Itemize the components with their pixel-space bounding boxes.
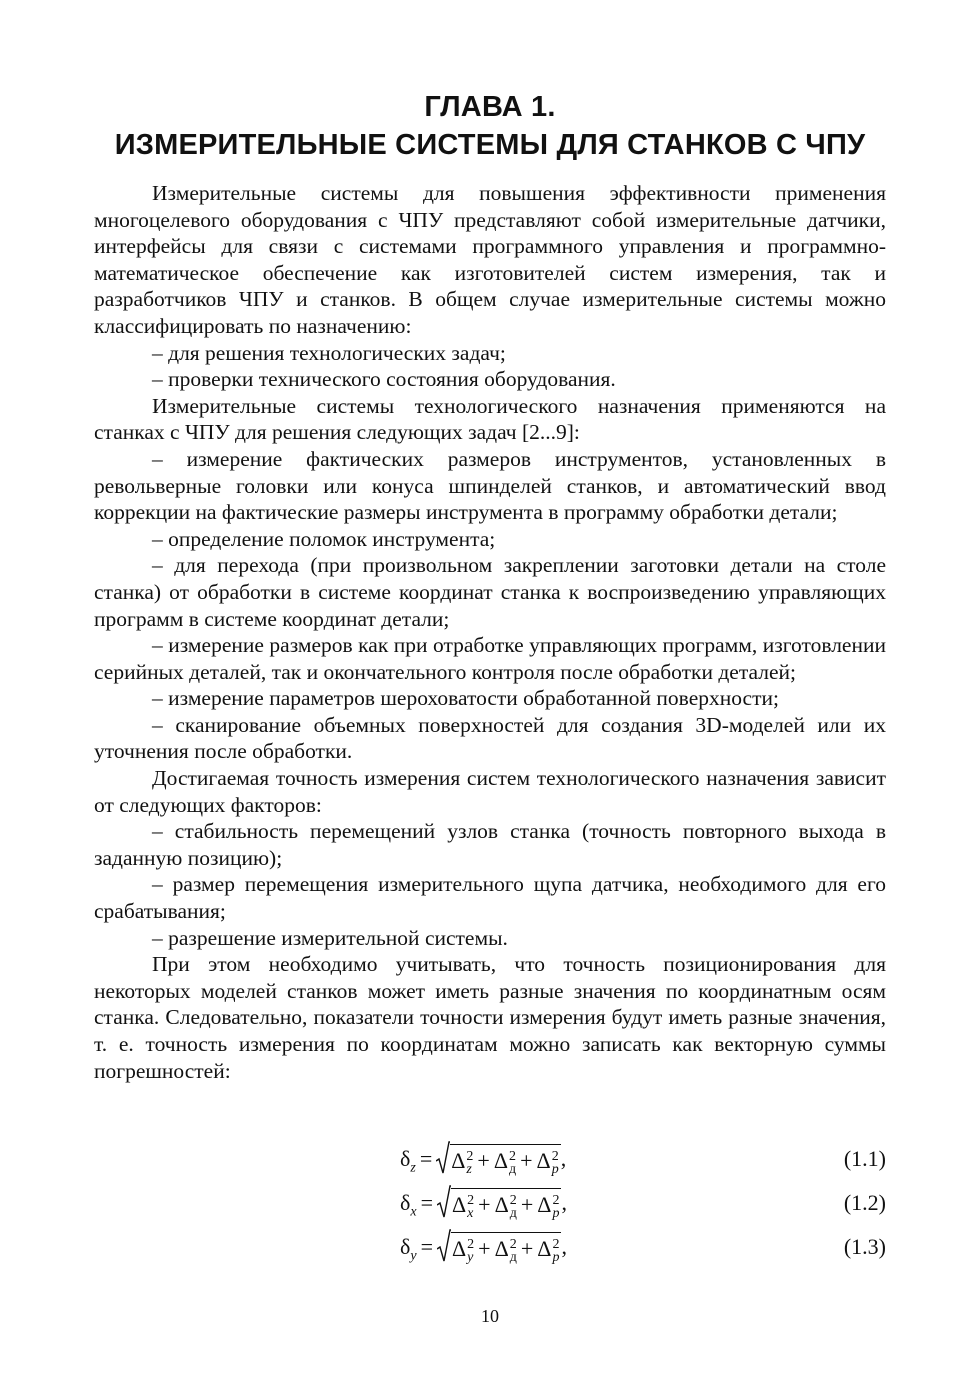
exponent-index bbox=[467, 1194, 474, 1220]
formula-term bbox=[494, 1236, 517, 1265]
formula-term bbox=[452, 1236, 475, 1265]
list-item: – для решения технологических задач; bbox=[152, 340, 506, 365]
formula-term bbox=[494, 1192, 517, 1221]
exponent: 2 bbox=[552, 1192, 560, 1208]
radical-sign-icon bbox=[437, 1185, 451, 1219]
delta-symbol: δ bbox=[400, 1146, 411, 1171]
square-root bbox=[437, 1183, 561, 1225]
index: д bbox=[508, 1161, 517, 1177]
formula-row bbox=[94, 1227, 886, 1271]
formula-row bbox=[94, 1183, 886, 1227]
list-item: – измерение размеров как при отработке управляющих программ, изготовлении серийных деталей, так и окончательного контроля после обработки деталей; bbox=[94, 633, 886, 684]
exponent-index bbox=[552, 1238, 559, 1264]
equation-number: (1.3) bbox=[843, 1234, 886, 1259]
delta-symbol: δ bbox=[400, 1190, 411, 1215]
chapter-heading bbox=[60, 88, 920, 164]
exponent: 2 bbox=[551, 1148, 559, 1164]
index: z bbox=[466, 1161, 472, 1177]
square-root bbox=[437, 1227, 561, 1269]
exponent-index bbox=[552, 1150, 559, 1176]
page-number: 10 bbox=[481, 1306, 499, 1326]
index: д bbox=[509, 1249, 517, 1265]
plus-sign: + bbox=[478, 1192, 491, 1217]
formula-comma: , bbox=[560, 1146, 567, 1171]
formula bbox=[400, 1227, 567, 1267]
formula-comma: , bbox=[561, 1234, 567, 1259]
index: p bbox=[552, 1249, 560, 1265]
list-item: – разрешение измерительной системы. bbox=[152, 925, 508, 950]
paragraph: При этом необходимо учитывать, что точность позиционирования для некоторых моделей станков может иметь разные значения по координатным осям станка. Следовательно, показатели точности измерения будут иметь разные значения, т. е. точность измерения по координатам можно записать как векторную суммы погрешностей: bbox=[94, 952, 886, 1083]
equals-sign: = bbox=[420, 1190, 434, 1215]
plus-sign: + bbox=[478, 1236, 491, 1261]
formula-term bbox=[537, 1192, 560, 1221]
chapter-number: ГЛАВА 1. bbox=[424, 91, 556, 123]
formula-term bbox=[452, 1192, 475, 1221]
formula bbox=[400, 1139, 566, 1179]
list-item: – размер перемещения измерительного щупа датчика, необходимого для его срабатывания; bbox=[94, 872, 886, 924]
list-item: – измерение параметров шероховатости обработанной поверхности; bbox=[152, 686, 779, 711]
index: y bbox=[467, 1249, 474, 1265]
index: p bbox=[551, 1161, 559, 1177]
plus-sign: + bbox=[520, 1236, 534, 1261]
plus-sign: + bbox=[477, 1148, 490, 1173]
equals-sign: = bbox=[419, 1146, 433, 1171]
radical-sign-icon bbox=[437, 1229, 451, 1263]
formula-term bbox=[493, 1148, 517, 1177]
exponent-index bbox=[510, 1194, 517, 1220]
delta-symbol: Δ bbox=[493, 1148, 508, 1173]
delta-symbol: Δ bbox=[537, 1236, 552, 1261]
delta-symbol: Δ bbox=[452, 1236, 467, 1261]
exponent: 2 bbox=[508, 1148, 516, 1164]
formula-comma: , bbox=[561, 1190, 567, 1215]
index: y bbox=[410, 1248, 417, 1264]
formula-block bbox=[94, 1139, 886, 1271]
formula-row bbox=[94, 1139, 886, 1183]
square-root bbox=[436, 1139, 560, 1181]
delta-symbol: Δ bbox=[451, 1148, 466, 1173]
list-item: – проверки технического состояния оборудования. bbox=[152, 367, 616, 392]
formula-lhs bbox=[400, 1139, 416, 1179]
delta-symbol: Δ bbox=[452, 1192, 467, 1217]
index: x bbox=[410, 1204, 417, 1220]
exponent: 2 bbox=[552, 1236, 560, 1252]
list-item: – определение поломок инструмента; bbox=[152, 526, 496, 551]
formula-lhs bbox=[400, 1183, 417, 1223]
chapter-title: ИЗМЕРИТЕЛЬНЫЕ СИСТЕМЫ ДЛЯ СТАНКОВ С ЧПУ bbox=[114, 129, 866, 161]
formula bbox=[400, 1183, 567, 1223]
formula-term bbox=[536, 1148, 559, 1177]
list-item: – стабильность перемещений узлов станка (точность повторного выхода в заданную позицию); bbox=[94, 819, 886, 870]
radical-sign-icon bbox=[436, 1141, 450, 1175]
equals-sign: = bbox=[420, 1234, 434, 1259]
exponent: 2 bbox=[467, 1236, 475, 1252]
formula-term bbox=[451, 1148, 474, 1177]
list-item: – для перехода (при произвольном закреплении заготовки детали на столе станка) от обработки в системе координат станка к воспроизведению управляющих программ в системе координат детали; bbox=[94, 553, 886, 631]
radicand bbox=[451, 1188, 561, 1221]
radicand bbox=[451, 1232, 561, 1265]
delta-symbol: Δ bbox=[537, 1192, 552, 1217]
exponent: 2 bbox=[466, 1148, 474, 1164]
body-text bbox=[94, 180, 886, 1084]
list-item: – сканирование объемных поверхностей для создания 3D-моделей или их уточнения после обработки. bbox=[94, 712, 886, 764]
paragraph: Измерительные системы для повышения эффективности применения многоцелевого оборудования с ЧПУ представляют собой измерительные датчики, интерфейсы для связи с системами программного управления и программно-математическое обеспечение как изготовителей систем измерения, так и разработчиков ЧПУ и станков. В общем случае измерительные системы можно классифицировать по назначению: bbox=[94, 181, 886, 338]
equation-number: (1.2) bbox=[843, 1190, 886, 1215]
paragraph: Достигаемая точность измерения систем технологического назначения зависит от следующих факторов: bbox=[94, 766, 886, 817]
formula-lhs bbox=[400, 1227, 417, 1267]
index: z bbox=[410, 1160, 416, 1176]
list-item: – измерение фактических размеров инструментов, установленных в револьверные головки или конуса шпинделей станков, и автоматический ввод коррекции на фактические размеры инструмента в программу обработки детали; bbox=[94, 446, 886, 525]
exponent-index bbox=[467, 1238, 474, 1264]
exponent-index bbox=[552, 1194, 559, 1220]
exponent: 2 bbox=[509, 1236, 517, 1252]
index: д bbox=[509, 1205, 517, 1221]
delta-symbol: Δ bbox=[494, 1236, 509, 1261]
delta-symbol: Δ bbox=[494, 1192, 509, 1217]
index: p bbox=[552, 1205, 560, 1221]
exponent: 2 bbox=[509, 1192, 517, 1208]
exponent-index bbox=[510, 1238, 517, 1264]
plus-sign: + bbox=[520, 1148, 533, 1173]
radicand bbox=[450, 1144, 560, 1177]
exponent: 2 bbox=[467, 1192, 475, 1208]
index: x bbox=[467, 1205, 474, 1221]
formula-term bbox=[537, 1236, 560, 1265]
paragraph: Измерительные системы технологического назначения применяются на станках с ЧПУ для решения следующих задач [2...9]: bbox=[94, 393, 886, 445]
delta-symbol: Δ bbox=[536, 1148, 551, 1173]
exponent-index bbox=[509, 1150, 516, 1176]
plus-sign: + bbox=[520, 1192, 534, 1217]
delta-symbol: δ bbox=[400, 1234, 411, 1259]
exponent-index bbox=[466, 1150, 473, 1176]
equation-number: (1.1) bbox=[843, 1146, 886, 1171]
